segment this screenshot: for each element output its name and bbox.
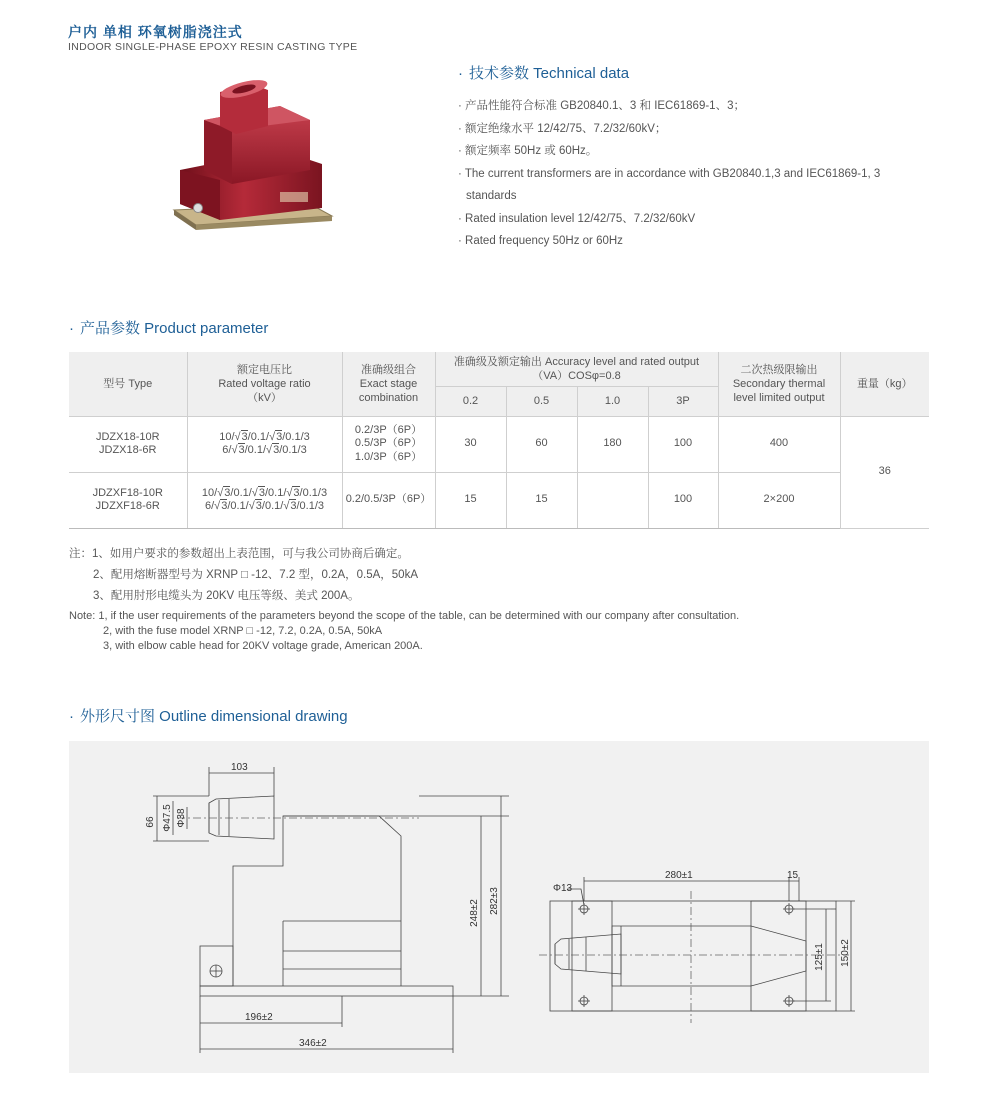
- cell-ratio: [187, 472, 342, 528]
- radical-sign: √: [286, 486, 293, 499]
- technical-heading: · 技术参数 Technical data: [458, 65, 630, 82]
- dim-150: 150±2: [840, 939, 851, 967]
- ratio-text: /0.1/3: [279, 444, 307, 456]
- ratio-text: 10/: [201, 486, 218, 499]
- technical-list: [458, 95, 938, 253]
- radical-sign: √: [217, 486, 224, 499]
- header-acc-0.5: 0.5: [506, 386, 577, 416]
- product-photo: [160, 80, 360, 250]
- ratio-radicand: 3: [276, 430, 283, 443]
- ratio-line: [191, 431, 339, 445]
- dim-248: 248±2: [469, 899, 480, 927]
- header-stage: 准确级组合 Exact stage combination: [342, 352, 435, 416]
- cell-type: JDZXF18-10R JDZXF18-6R: [69, 472, 187, 528]
- ratio-text: /0.1/3: [296, 500, 325, 512]
- radical-sign: √: [269, 430, 276, 443]
- ratio-text: 10/: [219, 430, 235, 443]
- dim-phi38: Φ38: [176, 808, 187, 828]
- ratio-text: /0.1/: [261, 500, 284, 512]
- note-line: 2, with the fuse model XRNP □ -12, 7.2, 0.2A, 0.5A, 50kA: [103, 625, 383, 637]
- ratio-text: /0.1/: [264, 486, 287, 499]
- page-title-cn: 户内 单相 环氧树脂浇注式: [68, 24, 243, 40]
- note-line: Note: 1, if the user requirements of the parameters beyond the scope of the table, can be determined with our company after consultation.: [69, 610, 740, 622]
- cell-acc: 180: [577, 416, 648, 472]
- ratio-line: [191, 487, 339, 501]
- cell-thermal: 2×200: [718, 472, 840, 528]
- header-acc-1.0: 1.0: [577, 386, 648, 416]
- radical-sign: √: [214, 500, 221, 512]
- note-line: 3, with elbow cable head for 20KV voltage grade, American 200A.: [103, 640, 423, 652]
- header-acc-3p: 3P: [648, 386, 718, 416]
- outline-drawing: [69, 741, 929, 1073]
- cell-acc: 60: [506, 416, 577, 472]
- header-accuracy: 准确级及额定输出 Accuracy level and rated output （VA）COSφ=0.8: [435, 352, 718, 386]
- ratio-text: /0.1/3: [282, 430, 310, 443]
- tech-item: · The current transformers are in accordance with GB20840.1,3 and IEC61869-1, 3: [458, 167, 881, 180]
- dim-282: 282±3: [489, 887, 500, 915]
- radical-sign: √: [231, 444, 238, 456]
- dim-103: 103: [231, 762, 248, 773]
- ratio-text: 6/: [222, 444, 232, 456]
- ratio-radicand: 3: [273, 444, 280, 456]
- ratio-text: /0.1/: [230, 486, 252, 499]
- cell-ratio: [187, 416, 342, 472]
- cell-stage: 0.2/3P（6P） 0.5/3P（6P） 1.0/3P（6P）: [342, 416, 435, 472]
- ratio-radicand: 3: [221, 500, 228, 512]
- dim-phi47: Φ47.5: [162, 804, 173, 832]
- ratio-radicand: 3: [224, 486, 231, 499]
- ratio-text: /0.1/: [227, 500, 249, 512]
- product-heading: · 产品参数 Product parameter: [69, 320, 269, 337]
- notes-en: [69, 609, 739, 654]
- parameter-table: [69, 352, 929, 529]
- outline-heading: · 外形尺寸图 Outline dimensional drawing: [69, 708, 348, 725]
- tech-item-continued: standards: [466, 190, 517, 202]
- tech-item: · Rated insulation level 12/42/75、7.2/32/60kV: [458, 212, 696, 225]
- dim-280: 280±1: [665, 870, 693, 881]
- ratio-text: 6/: [204, 500, 215, 512]
- header-thermal: 二次热级限输出 Secondary thermal level limited output: [718, 352, 840, 416]
- ratio-radicand: 3: [258, 486, 265, 499]
- radical-sign: √: [234, 430, 241, 443]
- header-type: 型号 Type: [69, 352, 187, 416]
- ratio-radicand: 3: [293, 486, 300, 499]
- dim-phi13: Φ13: [553, 883, 573, 894]
- dim-15: 15: [787, 870, 799, 881]
- tech-item: · Rated frequency 50Hz or 60Hz: [458, 235, 623, 247]
- header-ratio: 额定电压比 Rated voltage ratio （kV）: [187, 352, 342, 416]
- ratio-line: [191, 500, 339, 514]
- cell-acc: 15: [435, 472, 506, 528]
- cell-acc: [577, 472, 648, 528]
- outline-drawing-svg: [69, 741, 929, 1073]
- note-line: 2、配用熔断器型号为 XRNP □ -12、7.2 型，0.2A，0.5A，50kA: [93, 569, 418, 581]
- cell-thermal: 400: [718, 416, 840, 472]
- cell-acc: 15: [506, 472, 577, 528]
- table-row: [69, 472, 929, 528]
- ratio-text: /0.1/: [244, 444, 267, 456]
- ratio-text: /0.1/3: [299, 486, 328, 499]
- ratio-radicand: 3: [238, 444, 245, 456]
- cell-stage: 0.2/0.5/3P（6P）: [342, 472, 435, 528]
- dim-346: 346±2: [299, 1038, 327, 1049]
- header-weight: 重量（kg）: [840, 352, 929, 416]
- radical-sign: √: [266, 444, 273, 456]
- cell-type: JDZX18-10R JDZX18-6R: [69, 416, 187, 472]
- dim-66: 66: [145, 816, 156, 828]
- radical-sign: √: [248, 500, 255, 512]
- dim-125: 125±1: [814, 943, 825, 971]
- note-line: 注：1、如用户要求的参数超出上表范围，可与我公司协商后确定。: [69, 548, 409, 560]
- radical-sign: √: [251, 486, 258, 499]
- radical-sign: √: [283, 500, 290, 512]
- ratio-radicand: 3: [241, 430, 248, 443]
- ratio-line: [191, 444, 339, 458]
- dim-196: 196±2: [245, 1012, 273, 1023]
- header-acc-0.2: 0.2: [435, 386, 506, 416]
- notes-cn: [69, 544, 418, 607]
- tech-item: · 产品性能符合标准 GB20840.1、3 和 IEC61869-1、3；: [458, 100, 745, 112]
- ratio-radicand: 3: [290, 500, 297, 512]
- page-title-en: INDOOR SINGLE-PHASE EPOXY RESIN CASTING TYPE: [68, 41, 358, 53]
- cell-acc: 100: [648, 416, 718, 472]
- cell-acc: 30: [435, 416, 506, 472]
- table-row: [69, 416, 929, 472]
- tech-item: · 额定绝缘水平 12/42/75、7.2/32/60kV；: [458, 122, 667, 135]
- cell-acc: 100: [648, 472, 718, 528]
- ratio-radicand: 3: [255, 500, 262, 512]
- tech-item: · 额定频率 50Hz 或 60Hz。: [458, 145, 598, 157]
- ratio-text: /0.1/: [247, 430, 270, 443]
- cell-weight: 36: [840, 416, 929, 528]
- note-line: 3、配用肘形电缆头为 20KV 电压等级、美式 200A。: [93, 590, 360, 602]
